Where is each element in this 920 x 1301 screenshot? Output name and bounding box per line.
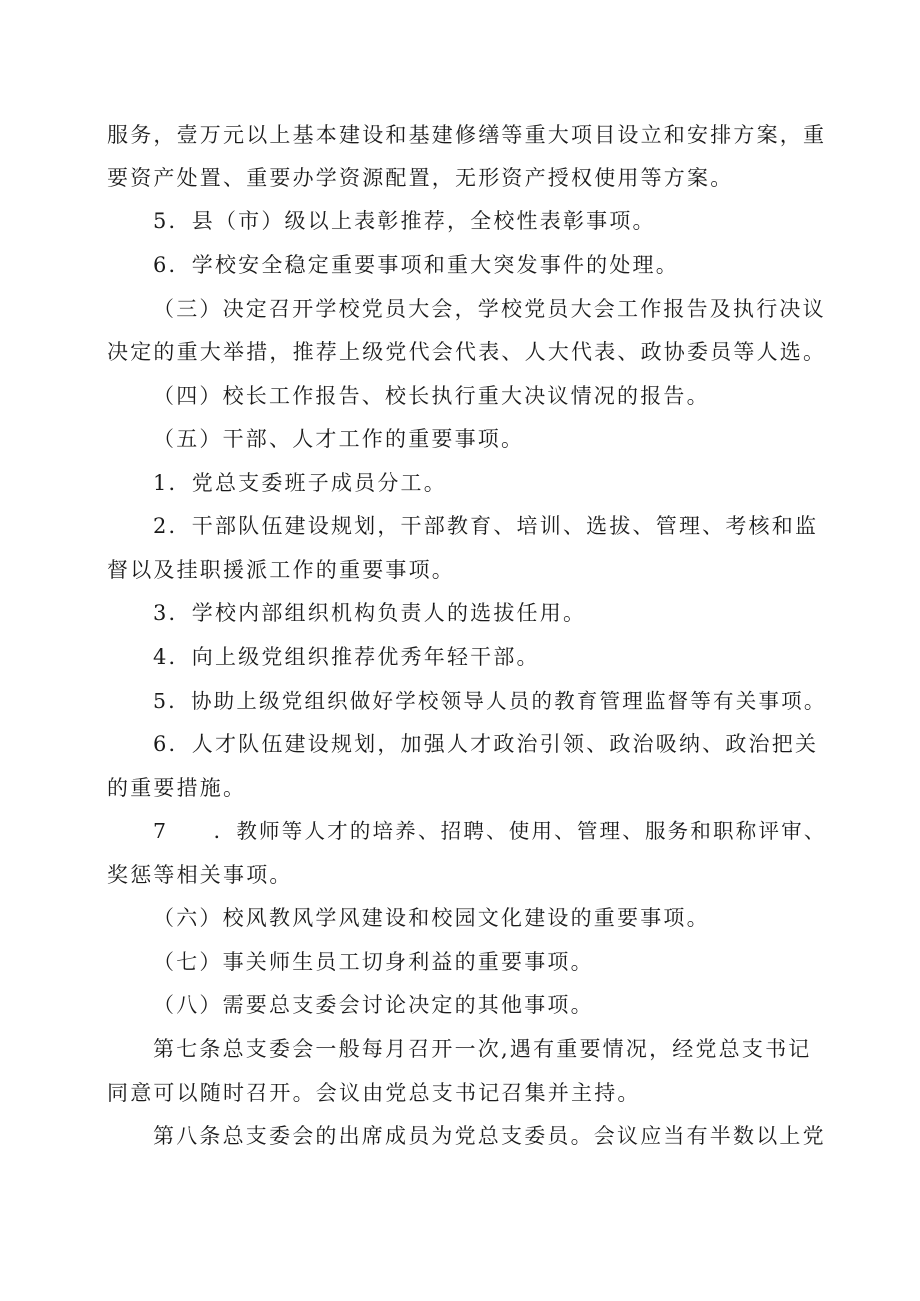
section-paragraph: （八）需要总支委会讨论决定的其他事项。 [153,993,594,1017]
list-item: 2．干部队伍建设规划，干部教育、培训、选拔、管理、考核和监 [153,514,819,538]
section-paragraph: （七）事关师生员工切身利益的重要事项。 [153,950,594,974]
section-paragraph: （六）校风教风学风建设和校园文化建设的重要事项。 [153,906,710,930]
article-paragraph: 第七条总支委会一般每月召开一次,遇有重要情况，经党总支书记 [153,1037,812,1061]
list-item: 5．县（市）级以上表彰推荐，全校性表彰事项。 [153,209,656,233]
section-paragraph: （五）干部、人才工作的重要事项。 [153,427,525,451]
list-item: 7 ．教师等人才的培养、招聘、使用、管理、服务和职称评审、 [153,819,827,843]
list-item: 5．协助上级党组织做好学校领导人员的教育管理监督等有关事项。 [153,689,827,713]
list-item: 4．向上级党组织推荐优秀年轻干部。 [153,645,540,669]
text-line: 同意可以随时召开。会议由党总支书记召集并主持。 [107,1081,641,1105]
list-item: 6．学校安全稳定重要事项和重大突发事件的处理。 [153,253,679,277]
text-line: 的重要措施。 [107,776,247,800]
list-item: 3．学校内部组织机构负责人的选拔任用。 [153,601,587,625]
section-paragraph: （三）决定召开学校党员大会，学校党员大会工作报告及执行决议 [153,297,826,321]
text-line: 服务，壹万元以上基本建设和基建修缮等重大项目设立和安排方案，重 [107,123,827,147]
text-line: 督以及挂职援派工作的重要事项。 [107,558,455,582]
text-line: 决定的重大举措，推荐上级党代会代表、人大代表、政协委员等人选。 [107,340,827,364]
article-paragraph: 第八条总支委会的出席成员为党总支委员。会议应当有半数以上党 [153,1124,826,1148]
section-paragraph: （四）校长工作报告、校长执行重大决议情况的报告。 [153,384,710,408]
text-line: 奖惩等相关事项。 [107,863,293,887]
text-line: 要资产处置、重要办学资源配置，无形资产授权使用等方案。 [107,166,734,190]
list-item: 1．党总支委班子成员分工。 [153,471,447,495]
list-item: 6．人才队伍建设规划，加强人才政治引领、政治吸纳、政治把关 [153,732,819,756]
